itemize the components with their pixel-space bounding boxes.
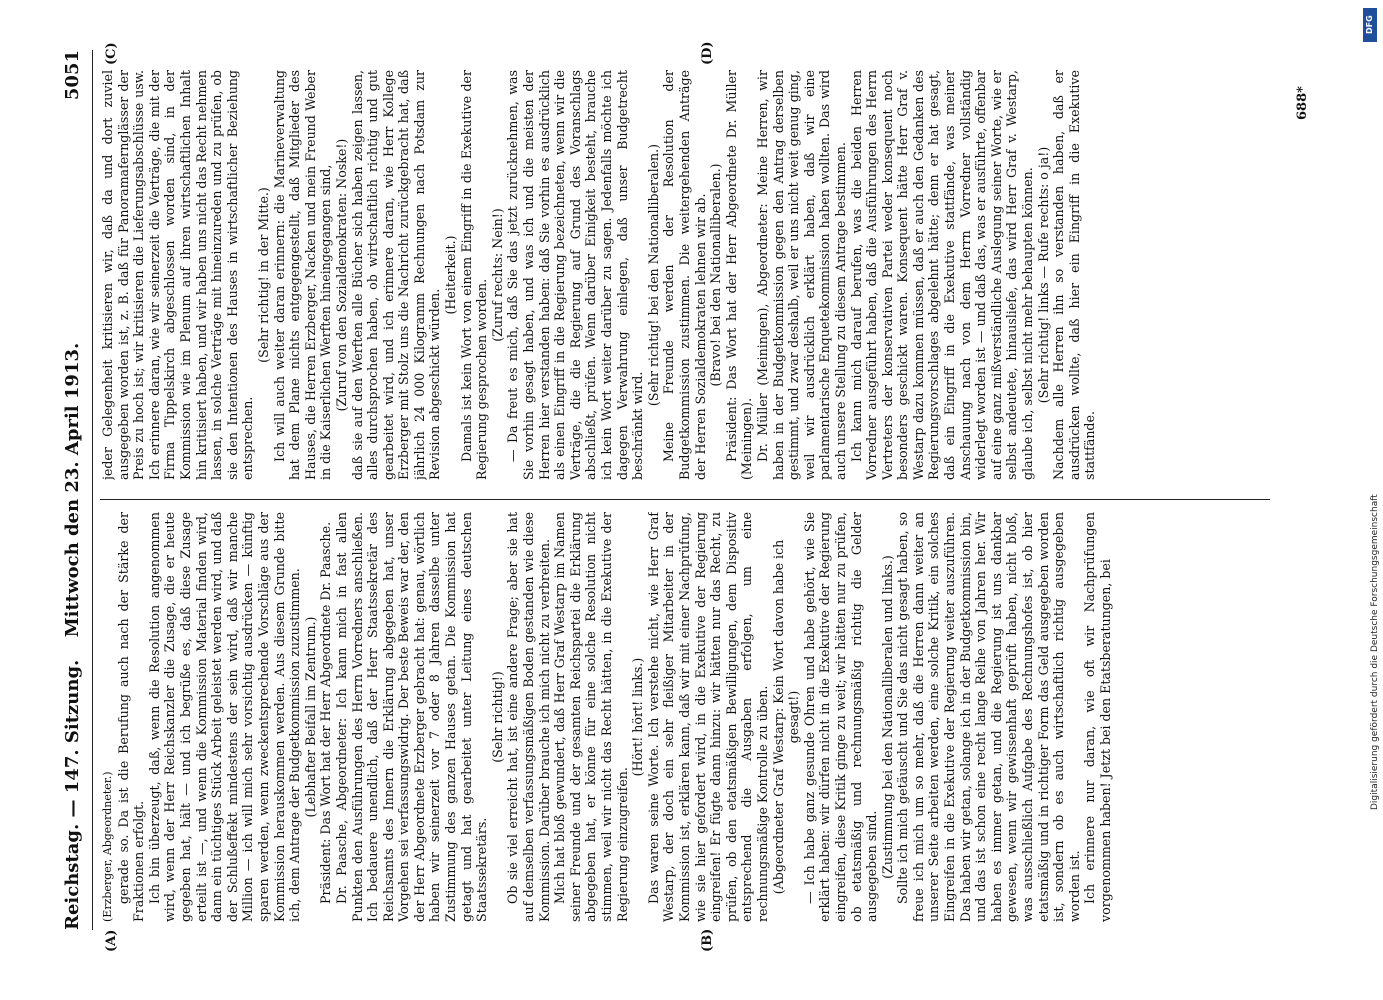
paragraph: Dr. Paasche, Abgeordneter: Ich kann mich in fast allen Punkten den Ausführungen des Herrn Vorredners anschließen. Ich bedauere unendlich, daß der Herr Staatssekretär des Reichsamts des Innern die Erklärung abgegeben hat, unser Vorgehen sei verfassungswidrig. Der beste Beweis war der, den der Herr Abgeordnete Erzberger gebracht hat: genau, wörtlich haben wir seinerzeit vor 7 oder 8 Jahren dasselbe unter Zustimmung des ganzen Hauses getan. Die Kommission hat getagt und hat gearbeitet unter Leitung eines deutschen Staatssekretärs. [333,512,490,922]
margin-mark-a: (A) [104,929,119,952]
paragraph: gerade so. Da ist die Berufung auch nach der Stärke der Fraktionen erfolgt. [115,512,147,922]
paragraph: Nachdem alle Herren ihn so verstanden haben, daß er ausdrücken wollte, daß hier ein Eingriff in die Exekutive stattfände. [1051,70,1098,480]
interjection: (Heiterkeit.) [443,235,459,315]
margin-mark-d: (D) [700,41,715,65]
interjection: (Zuruf von den Sozialdemokraten: Noske!) [333,138,349,412]
right-column [100,70,1275,480]
interjection: (Sehr richtig!) [489,671,505,763]
page-header [62,50,88,930]
column-separator [100,499,1270,500]
paragraph: — Ich habe ganz gesunde Ohren und habe gehört, wie Sie erklärt haben: wir dürfen nicht in die Exekutive der Regierung eingreifen, diese Kritik ginge zu weit; wir hätten nur zu prüfen, ob etatsmäßig und rechnungsmäßig richtig die Gelder ausgegeben sind. [801,512,880,922]
interjection: (Sehr richtig! in der Mitte.) [255,187,271,363]
paragraph: Ich erinnere nur daran, wie oft wir Nachprüfungen vorgenommen haben! Jetzt bei den Etatsberatungen, bei [1082,512,1113,922]
paragraph: Das waren seine Worte. Ich verstehe nicht, wie Herr Graf Westarp, der doch ein sehr fleißiger Mitarbeiter in der Kommission ist, erklären kann, daß wir mit einer Nachprüfung, wie sie hier gefordert wird, in die Exekutive der Regierung eingreifen! Er fügte dann hinzu: wir hätten nur das Recht, zu prüfen, ob den etatsmäßigen Bewilligungen, dem Dispositiv entsprechend die Ausgaben erfolgen, um eine rechnungsmäßige Kontrolle zu üben. [645,512,770,922]
header-rule [92,50,93,930]
margin-mark-c: (C) [104,42,119,65]
margin-mark-b: (B) [700,928,715,952]
header-date: Mittwoch den 23. April 1913. [62,342,83,638]
left-column [100,512,1275,922]
paragraph: Präsident: Das Wort hat der Herr Abgeordnete Dr. Paasche. [318,521,334,904]
header-left: Reichstag. — 147. Sitzung. [62,659,83,930]
paragraph: Sollte ich mich getäuscht und Sie das nicht gesagt haben, so freue ich mich um so mehr, daß die Herren dann weiter an unserer Seite arbeiten werden, eine solche Kritik, ein solches Eingreifen in die Exekutive der Regierung weiter auszuführen. Das haben wir getan, solange ich in der Budgetkommission bin, und das ist schon eine recht lange Reihe von Jahren her. Wir haben es immer getan, und die Regierung ist uns dankbar gewesen, wenn wir gewissenhaft geprüft haben, nicht bloß, was ausschließlich Aufgabe des Rechnungshofes ist, ob hier etatsmäßig und in richtiger Form das Geld ausgegeben worden ist, sondern ob es auch wirtschaftlich richtig ausgegeben worden ist. [895,512,1082,922]
paragraph: (Erzberger, Abgeordneter.) [101,771,114,922]
paragraph: Mich hat bloß gewundert, daß Herr Graf Westarp im Namen seiner Freunde und der gesamten Reichspartei die Erklärung abgegeben hat, er könne für eine solche Resolution nicht stimmen, weil wir nicht das Recht hätten, in die Exekutive der Regierung einzugreifen. [552,512,630,922]
page-code: 688* [1295,86,1310,120]
interjection: (Lebhafter Beifall im Zentrum.) [302,616,318,818]
interjection: (Hört! hört! links.) [630,657,646,777]
paragraph: Dr. Müller (Meiningen), Abgeordneter: Meine Herren, wir haben in der Budgetkommission gegen den Antrag derselben gestimmt, und zwar deshalb, weil er uns nicht weit genug ging, weil wir ausdrücklich erklärt haben, daß wir eine parlamentarische Enquetekommission haben wollten. Das wird auch unsere Stellung zu diesem Antrage bestimmen. [754,70,848,480]
paragraph: Ich kann mich darauf berufen, was die beiden Herren Vorredner ausgeführt haben, daß die Ausführungen des Herrn Vertreters der konservativen Partei weder konsequent noch besonders geschickt waren. Konsequent hätte Herr Graf v. Westarp dazu kommen müssen, daß er auch den Gedanken des Regierungsvorschlages abgelehnt hätte; denn er hat gesagt, daß ein Eingriff in die Exekutive stattfände, was meiner Anschauung nach von dem Herrn Vorredner vollständig widerlegt worden ist — und daß das, was er ausführte, offenbar auf eine ganz mißverständliche Auslegung seiner Worte, wie er selbst andeutete, hinausliefe, das wird Herr Graf v. Westarp, glaube ich, selbst nicht mehr behaupten können. [848,70,1036,480]
paragraph: Meine Freunde werden der Resolution der Budgetkommission zustimmen. Die weitergehenden Anträge der Herren Sozialdemokraten lehnen wir ab. [661,70,708,480]
paragraph: Ob sie viel erreicht hat, ist eine andere Frage; aber sie hat auf demselben verfassungsmäßigen Boden gestanden wie diese Kommission. Darüber brauche ich mich nicht zu verbreiten. [505,512,552,922]
paragraph: — Da freut es mich, daß Sie das jetzt zurücknehmen, was Sie vorhin gesagt haben, und was ich und die meisten der Herren hier verstanden haben: daß Sie vorhin es ausdrücklich als einen Eingriff in die Regierung bezeichneten, wenn wir die Verträge, die die Regierung auf Grund des Voranschlags abschließt, prüfen. Wenn darüber Einigkeit besteht, brauche ich kein Wort weiter darüber zu sagen. Jedenfalls möchte ich dagegen Verwahrung einlegen, daß unser Budgetrecht beschränkt wird. [505,70,646,480]
paragraph: Damals ist kein Wort von einem Eingriff in die Exekutive der Regierung gesprochen worden. [458,70,490,480]
interjection: (Sehr richtig! bei den Nationalliberalen.) [645,143,661,407]
interjection: (Zuruf rechts: Nein!) [489,208,505,342]
digitization-credit: Digitalisierung gefördert durch die Deutsche Forschungsgemeinschaft [1370,494,1380,810]
paragraph: jeder Gelegenheit kritisieren wir, daß da und dort zuviel ausgegeben worden ist, z. B. daß für Panoramafernglässer der Preis zu hoch ist; wir kritisieren die Lieferungsabschlüsse usw. Ich erinnere daran, wie wir seinerzeit die Verträge, die mit der Firma Tippelskirch abgeschlossen worden sind, in der Kommission wie im Plenum auf ihren wirtschaftlichen Inhalt hin kritisiert haben, und wir haben uns nicht das Recht nehmen lassen, in solche Verträge mit hineinzureden und zu prüfen, ob sie den Intentionen des Hauses in wirtschaftlicher Beziehung entsprechen. [100,70,256,480]
dfg-logo: DFG [1363,8,1377,42]
interjection: (Bravo! bei den Nationalliberalen.) [708,163,724,387]
interjection: (Zustimmung bei den Nationalliberalen und links.) [879,555,895,879]
paragraph: Ich bin überzeugt, daß, wenn die Resolution angenommen wird, wenn der Herr Reichskanzler die Zusage, die er heute gegeben hat, hält — und ich begrüße es, daß diese Zusage erteilt ist —, und wenn die Kommission Material finden wird, dann ein tüchtiges Stück Arbeit geleistet werden wird, und daß der Schlußeffekt mindestens der sein wird, daß wir manche Million — ich will mich sehr vorsichtig ausdrücken — künftig sparen werden, wenn zweckentsprechende Vorschläge aus der Kommission herauskommen werden. Aus diesem Grunde bitte ich, dem Antrage der Budgetkommission zuzustimmen. [146,512,303,922]
page-number: 5051 [62,50,83,101]
interjection: (Abgeordneter Graf Westarp: Kein Wort davon habe ich gesagt!) [770,539,802,895]
paragraph: Präsident: Das Wort hat der Herr Abgeordnete Dr. Müller (Meiningen). [723,70,755,480]
paragraph: daß sie auf den Werften alle Bücher sich haben zeigen lassen, alles durchsprochen haben, ob wirtschaftlich richtig und gut gearbeitet wird, und ich erinnere daran, wie Herr Kollege Erzberger mit Stolz uns die Nachricht zurückgebracht hat, daß jährlich 24 000 Kilogramm Rechnungen nach Potsdam zur Revision abgeschickt würden. [349,70,443,480]
paragraph: Ich will auch weiter daran erinnern: die Marineverwaltung hat dem Plane nichts entgegengestellt, daß Mitglieder des Hauses, die Herren Erzberger, Nacken und mein Freund Weber in die Kaiserlichen Werften hineingegangen sind, [271,70,334,480]
interjection: (Sehr richtig! links — Rufe rechts: o ja!) [1035,146,1051,404]
